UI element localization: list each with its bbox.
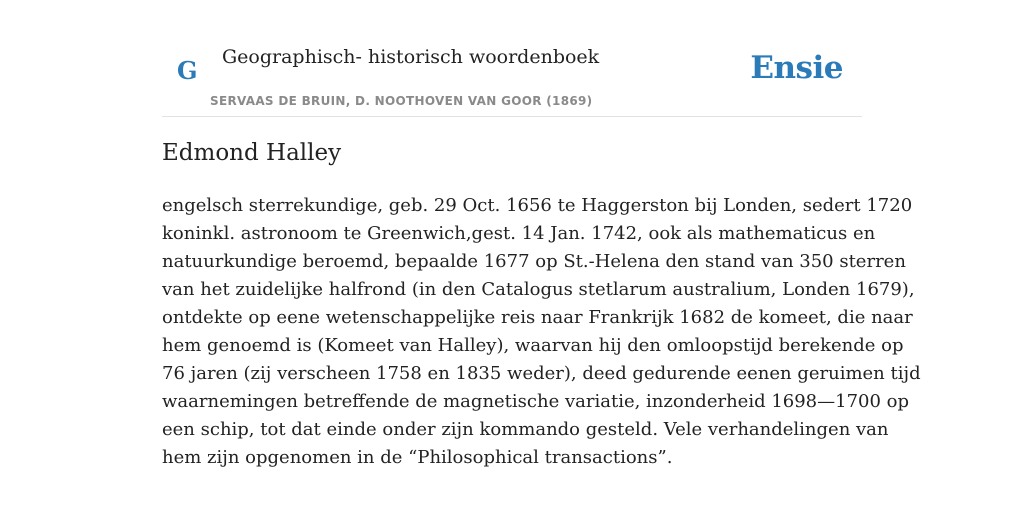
dictionary-header [162,0,862,117]
entry-body-line: van het zuidelijke halfrond (in den Catalogus stetlarum australium, Londen 1679), [162,279,915,300]
dictionary-letter-icon[interactable]: G [177,56,198,85]
dictionary-title-link[interactable]: Geographisch- historisch woordenboek [222,46,600,68]
entry-body-line: ontdekte op eene wetenschappelijke reis naar Frankrijk 1682 de komeet, die naar [162,307,913,328]
entry-body-line: natuurkundige beroemd, bepaalde 1677 op St.-Helena den stand van 350 sterren [162,251,906,272]
dictionary-author-line: SERVAAS DE BRUIN, D. NOOTHOVEN VAN GOOR (1869) [210,94,593,108]
entry-body-line: een schip, tot dat einde onder zijn kommando gesteld. Vele verhandelingen van [162,419,889,440]
entry-body-line: 76 jaren (zij verscheen 1758 en 1835 weder), deed gedurende eenen geruimen tijd [162,363,921,384]
entry-body [162,192,921,472]
ensie-logo[interactable]: Ensie [750,50,843,86]
entry-title: Edmond Halley [162,140,342,166]
entry-body-line: hem zijn opgenomen in de “Philosophical transactions”. [162,447,673,468]
entry-body-line: engelsch sterrekundige, geb. 29 Oct. 1656 te Haggerston bij Londen, sedert 1720 [162,195,913,216]
entry-body-line: hem genoemd is (Komeet van Halley), waarvan hij den omloopstijd berekende op [162,335,904,356]
entry-body-line: waarnemingen betreffende de magnetische variatie, inzonderheid 1698—1700 op [162,391,910,412]
entry-body-line: koninkl. astronoom te Greenwich,gest. 14 Jan. 1742, ook als mathematicus en [162,223,876,244]
